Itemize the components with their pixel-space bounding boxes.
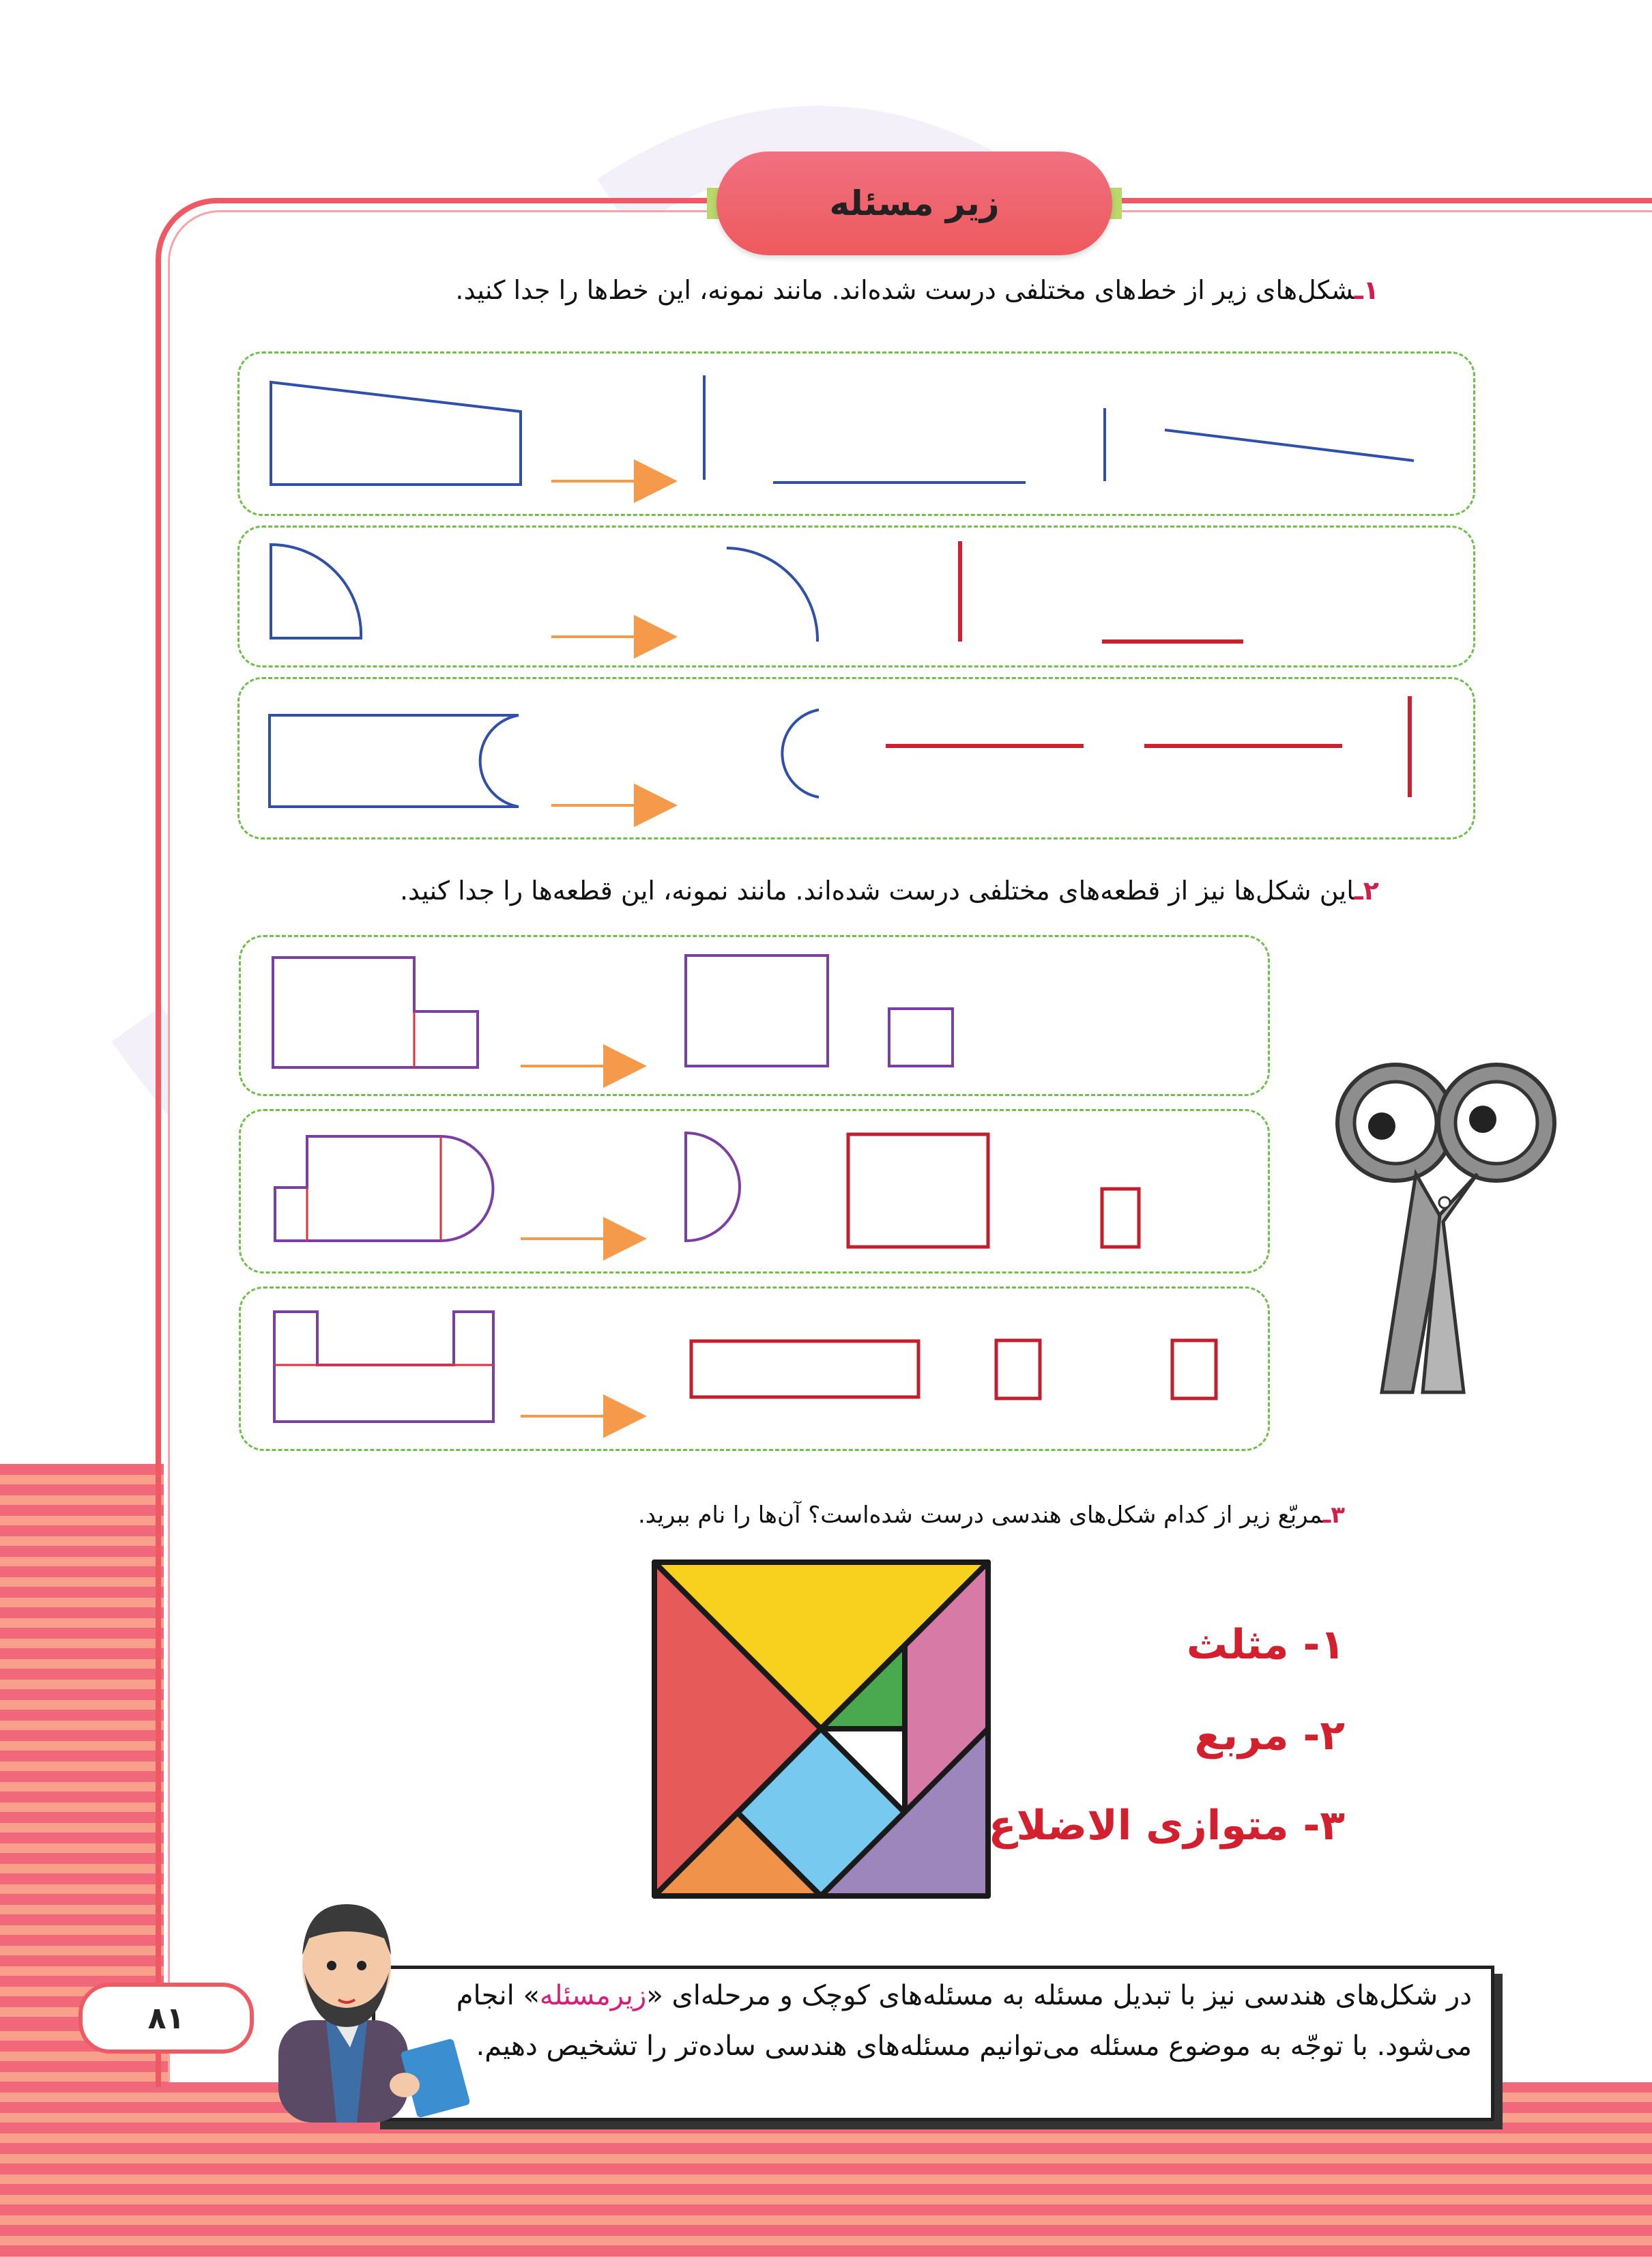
answer-1: ۱- مثلث — [1186, 1621, 1345, 1669]
quarter-circle-shape — [271, 545, 361, 638]
q1-shapes — [0, 0, 1652, 887]
info-text: » انجام — [456, 1980, 540, 2011]
arc-piece — [727, 548, 817, 642]
question-2-number: ۲ـ — [1354, 876, 1379, 906]
composite-shape — [274, 1312, 493, 1422]
info-line-2: می‌شود. با توجّه به موضوع مسئله می‌توانیم مسئله‌های هندسی ساده‌تر را تشخیص دهیم. — [476, 2030, 1472, 2062]
composite-shape — [273, 958, 478, 1067]
rectangle-piece — [1172, 1340, 1216, 1398]
question-2-text: این شکل‌ها نیز از قطعه‌های مختلفی درست شده‌اند. مانند نمونه، این قطعه‌ها را جدا کنید. — [399, 876, 1354, 906]
info-box — [372, 1966, 1494, 2121]
rectangle-piece — [1102, 1189, 1139, 1247]
info-text: در شکل‌های هندسی نیز با تبدیل مسئله به مسئله‌های کوچک و مرحله‌ای « — [646, 1980, 1472, 2011]
answer-2: ۲- مربع — [1194, 1712, 1345, 1759]
square-piece — [889, 1009, 953, 1066]
question-1-number: ۱ـ — [1354, 275, 1379, 305]
question-3-text: مربّع زیر از کدام شکل‌های هندسی درست شده‌است؟ آن‌ها را نام ببرید. — [637, 1501, 1323, 1529]
teacher-illustration — [265, 1891, 490, 2123]
rectangle-piece — [691, 1341, 918, 1397]
rectangle-piece — [848, 1134, 988, 1247]
q2-shapes — [0, 887, 1296, 1467]
info-line-1 — [375, 1969, 1491, 2011]
scissors-illustration — [1320, 1037, 1573, 1420]
line-piece — [1165, 430, 1414, 461]
rectangle-notch-shape — [270, 715, 519, 807]
question-3 — [321, 1501, 1345, 1529]
question-3-number: ۳ـ — [1322, 1501, 1345, 1529]
info-highlight: زیرمسئله — [539, 1980, 647, 2011]
answer-3: ۳- متوازی الاضلاع — [988, 1802, 1345, 1850]
rectangle-piece — [996, 1340, 1040, 1398]
semicircle-piece — [686, 1133, 740, 1241]
rectangle-piece — [686, 955, 828, 1066]
trapezoid-shape — [271, 382, 521, 485]
page-number: ۸۱ — [78, 1983, 254, 2054]
section-title: زیر مسئله — [716, 152, 1112, 255]
arc-piece — [782, 710, 819, 797]
question-1-text: شکل‌های زیر از خط‌های مختلفی درست شده‌اند. مانند نمونه، این خط‌ها را جدا کنید. — [455, 275, 1354, 305]
